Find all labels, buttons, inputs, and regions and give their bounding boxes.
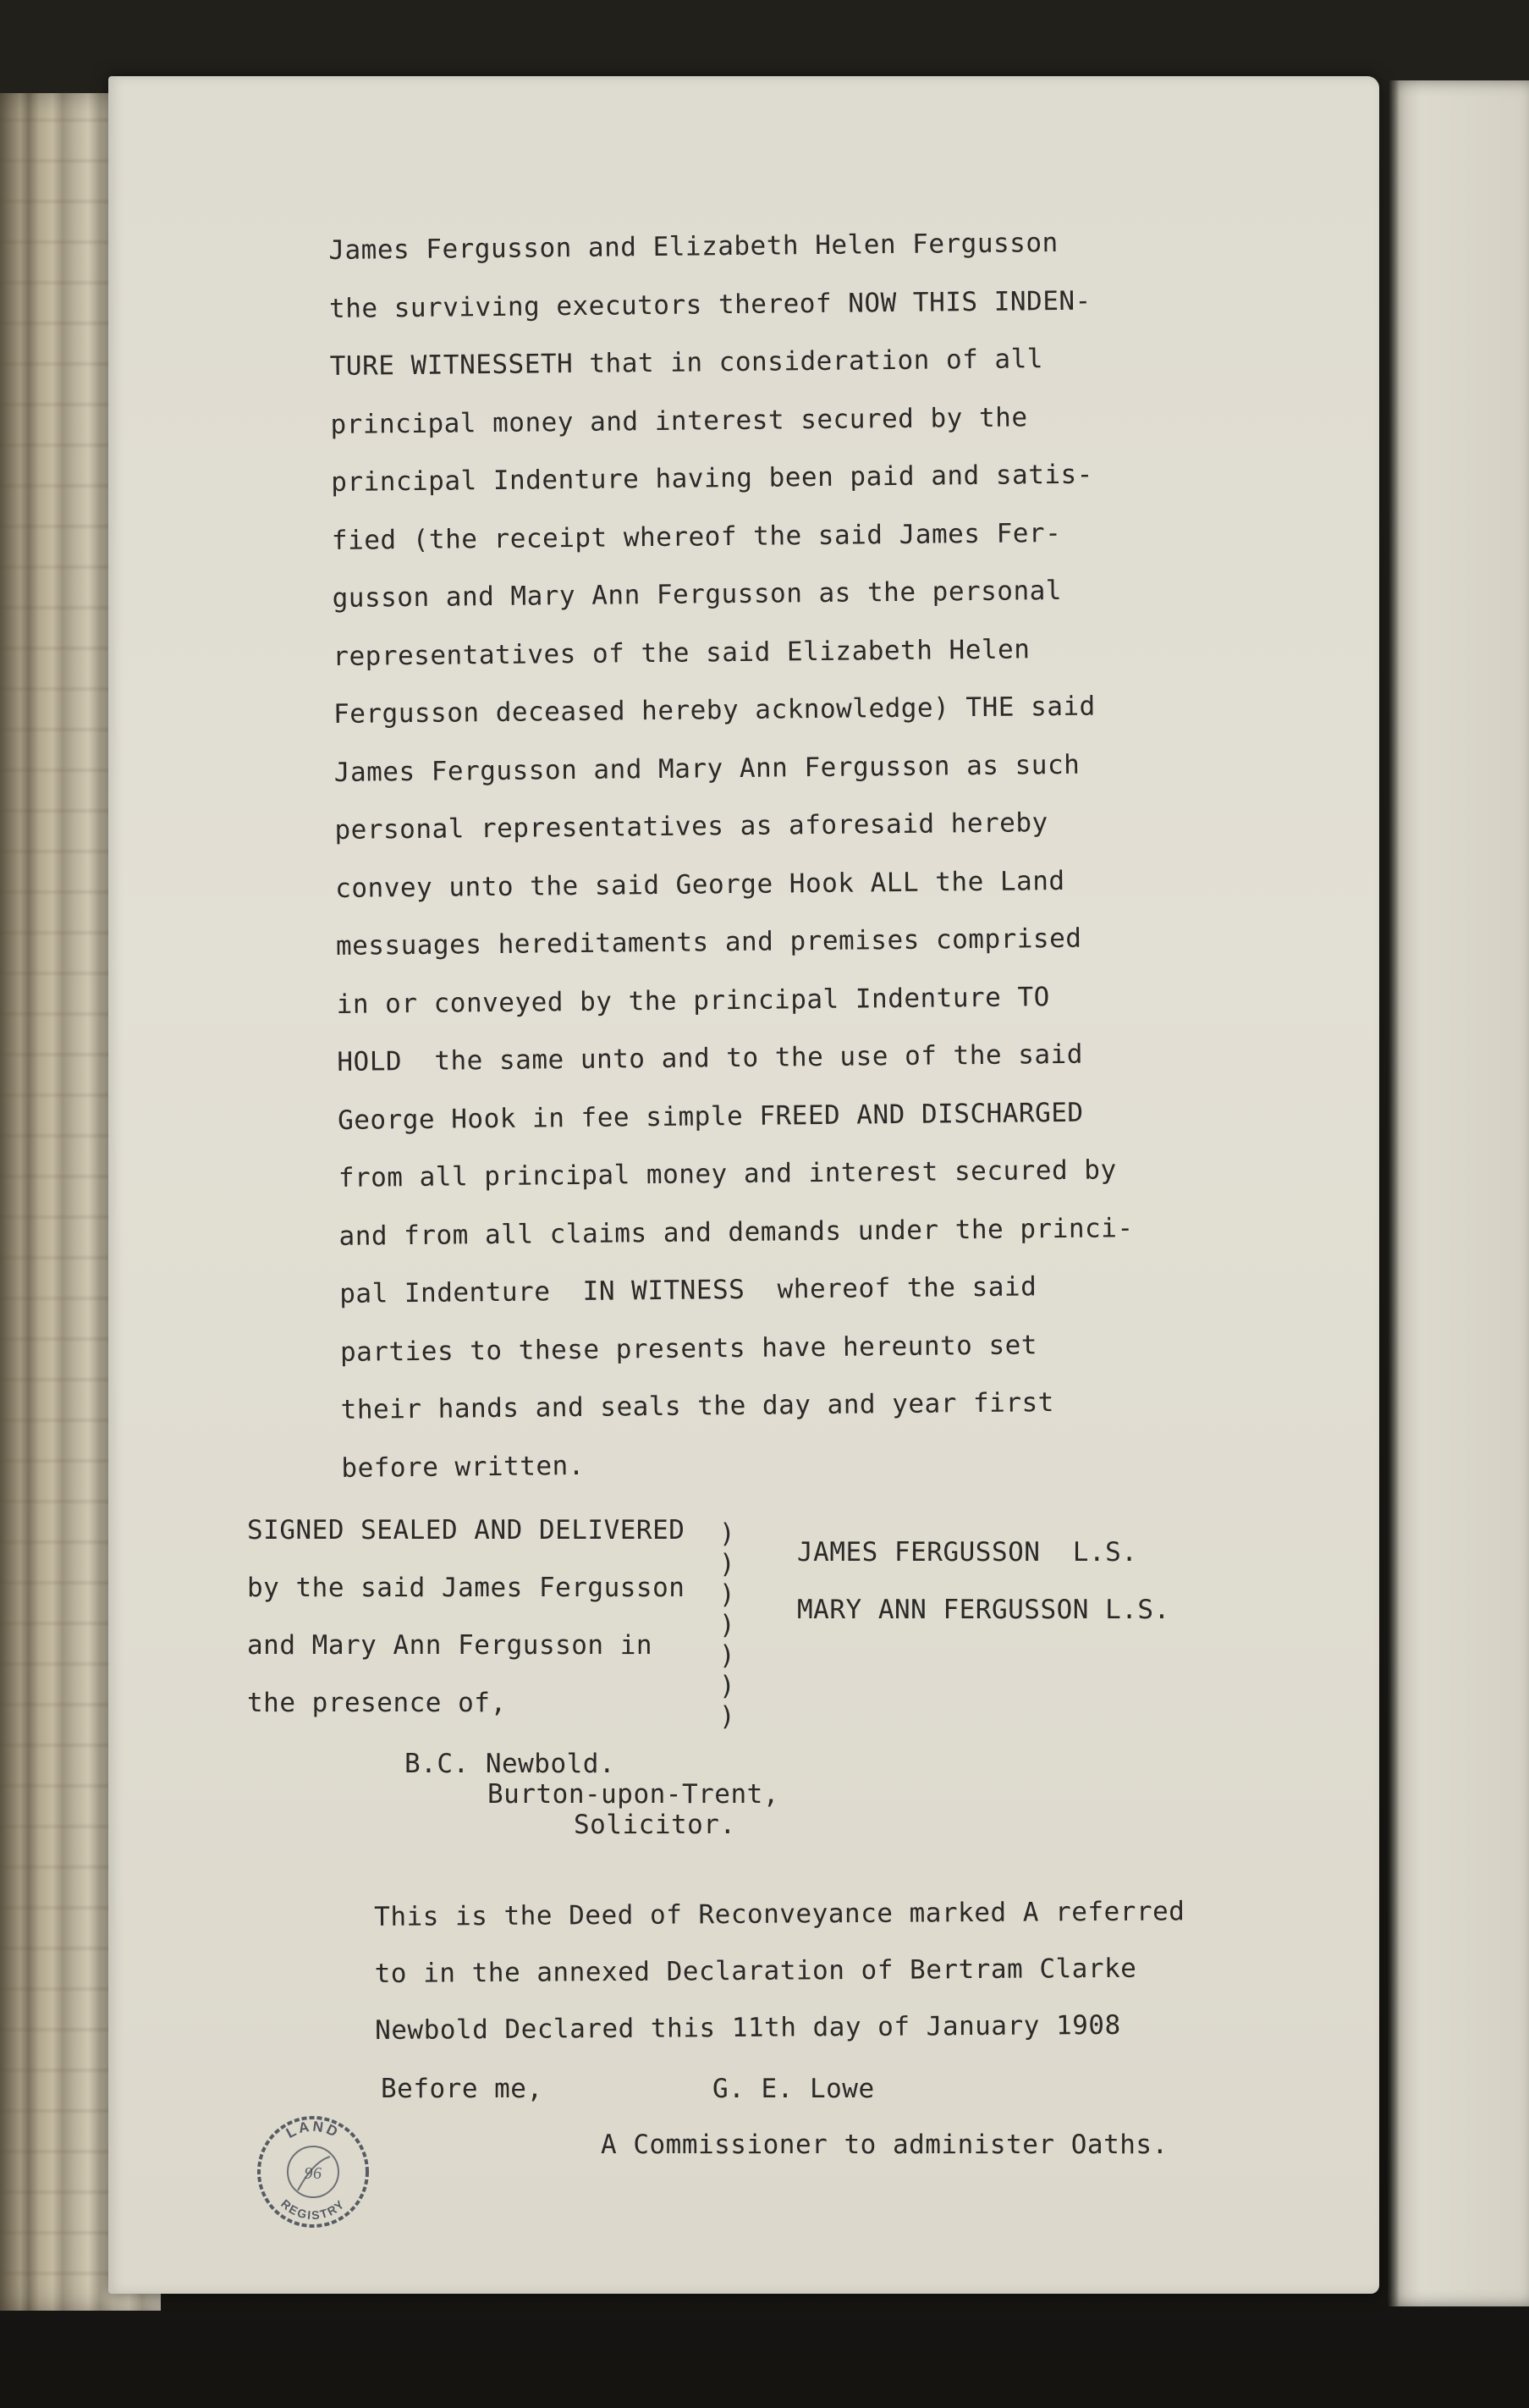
deed-line: messuages hereditaments and premises comprised (335, 923, 1082, 962)
before-me-label: Before me, (381, 2074, 543, 2104)
stamp-center-mark: 96 (304, 2164, 322, 2183)
attestation-line: the presence of, (247, 1688, 507, 1718)
attestation-clause (247, 1513, 1262, 1733)
deed-line: from all principal money and interest secured by (338, 1154, 1117, 1193)
land-registry-stamp (254, 2113, 372, 2231)
witness-role: Solicitor. (574, 1810, 736, 1840)
signature-mary-ann-fergusson: MARY ANN FERGUSSON L.S. (797, 1595, 1170, 1625)
commissioner-signatory: G. E. Lowe (712, 2074, 875, 2104)
attestation-brackets: ) ) ) ) ) ) ) (719, 1518, 736, 1732)
deed-line: George Hook in fee simple FREED AND DISCHARGED (337, 1097, 1084, 1136)
attestation-line: SIGNED SEALED AND DELIVERED (247, 1515, 685, 1546)
deed-line: convey unto the said George Hook ALL the Land (335, 865, 1065, 904)
declaration-certificate (374, 1883, 1186, 2059)
certificate-line: to in the annexed Declaration of Bertram Clarke (374, 1953, 1137, 1989)
deed-line: before written. (341, 1450, 586, 1484)
deed-line: HOLD the same unto and to the use of the said (337, 1039, 1084, 1077)
deed-line: parties to these presents have hereunto set (339, 1329, 1038, 1368)
deed-line: pal Indenture IN WITNESS whereof the said (339, 1271, 1037, 1309)
attestation-line: and Mary Ann Fergusson in (247, 1630, 653, 1661)
svg-text:REGISTRY (278, 2196, 348, 2222)
stamp-bottom-text: REGISTRY (278, 2196, 348, 2223)
deed-line: representatives of the said Elizabeth Helen (333, 633, 1031, 672)
deed-line: gusson and Mary Ann Fergusson as the personal (332, 575, 1063, 614)
attestation-line: by the said James Fergusson (247, 1573, 685, 1603)
certificate-line: Newbold Declared this 11th day of January 1908 (375, 2009, 1121, 2046)
deed-line: fied (the receipt whereof the said James Fer- (331, 517, 1062, 556)
witness-place: Burton-upon-Trent, (487, 1779, 779, 1810)
deed-line: the surviving executors thereof NOW THIS INDEN- (328, 285, 1092, 324)
deed-line: James Fergusson and Mary Ann Fergusson as such (333, 749, 1081, 788)
deed-line: principal Indenture having been paid and satis- (331, 459, 1094, 498)
witness-block (404, 1749, 779, 1840)
deed-line: James Fergusson and Elizabeth Helen Fergusson (328, 227, 1059, 266)
deed-line: personal representatives as aforesaid hereby (334, 807, 1048, 846)
deed-line: their hands and seals the day and year first (340, 1387, 1055, 1425)
deed-line: Fergusson deceased hereby acknowledge) THE said (333, 691, 1096, 730)
stamp-top-text: LAND (283, 2118, 343, 2141)
stamp-seal-icon (254, 2113, 372, 2231)
witness-name: B.C. Newbold. (404, 1749, 616, 1779)
commissioner-title: A Commissioner to administer Oaths. (601, 2130, 1169, 2160)
certificate-line: This is the Deed of Reconveyance marked A referred (374, 1896, 1185, 1932)
deed-line: TURE WITNESSETH that in consideration of all (329, 344, 1044, 382)
deed-line: and from all claims and demands under the princi- (338, 1212, 1134, 1252)
deed-body (328, 212, 1315, 1497)
deed-line: in or conveyed by the principal Indenture TO (336, 981, 1051, 1020)
deed-line: principal money and interest secured by the (330, 401, 1028, 440)
signature-james-fergusson: JAMES FERGUSSON L.S. (797, 1537, 1138, 1568)
